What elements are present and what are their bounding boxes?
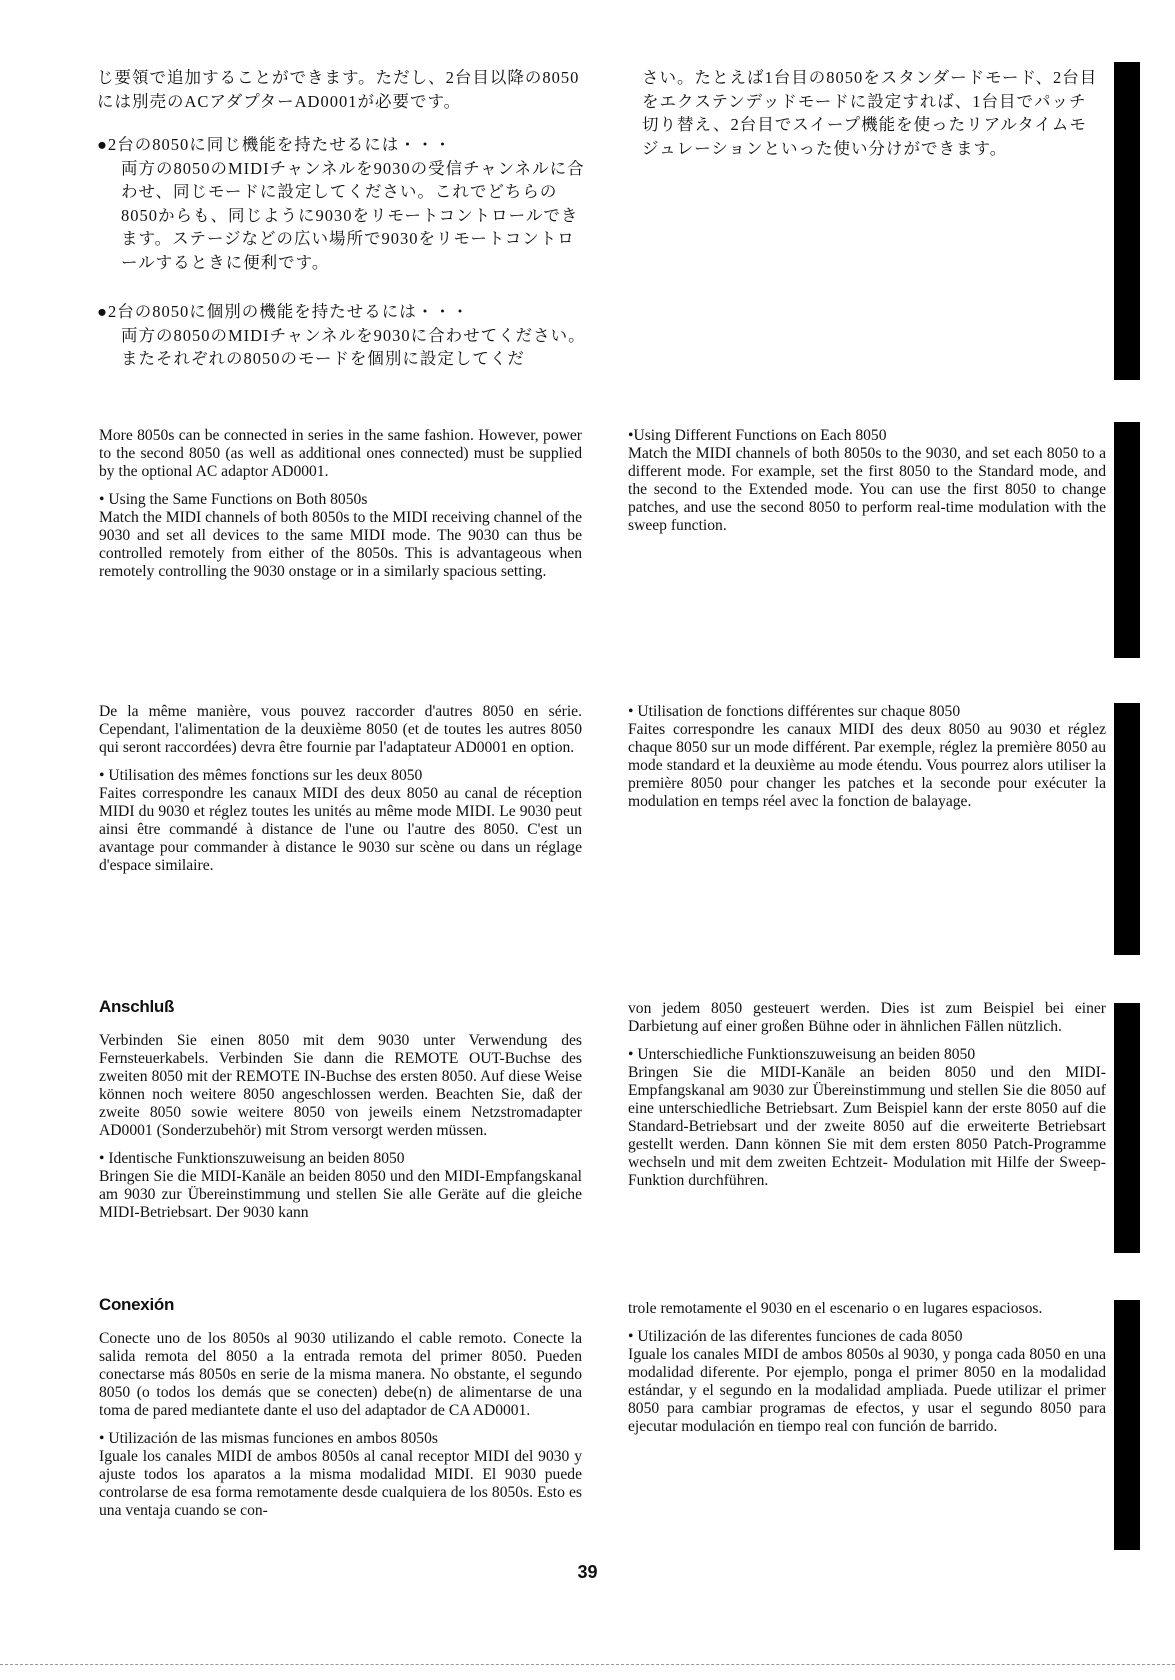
section-marker-bar-fr	[1114, 703, 1140, 955]
de-right-column	[628, 1000, 1106, 1200]
en-left-intro: More 8050s can be connected in series in the same fashion. However, power to the second 8050 (as well as additional ones connected) must be supplied by the optional AC adaptor AD0001.	[99, 427, 582, 480]
fr-left-column	[99, 703, 582, 885]
de-left-column	[99, 998, 582, 1232]
section-marker-bar-en	[1114, 422, 1140, 658]
section-marker-bar-jp	[1114, 62, 1140, 380]
de-section1-title: • Identische Funktionszuweisung an beiden 8050	[99, 1150, 405, 1167]
jp-section1-body	[97, 157, 587, 275]
section-marker-bar-es	[1114, 1300, 1140, 1550]
fr-section2-body: Faites correspondre les canaux MIDI des deux 8050 au 9030 et réglez chaque 8050 sur un mode différent. Par exemple, réglez la première 8050 au mode standard et la deuxième au mode étendu. Vous pourrez alors utiliser la première 8050 pour changer les patches et la seconde pour exécuter la modulation en temps réel avec la fonction de balayage.	[628, 721, 1106, 810]
jp-left-column	[97, 66, 587, 389]
es-right-continuation: trole remotamente el 9030 en el escenario o en lugares espaciosos.	[628, 1300, 1043, 1317]
de-section1-body: Bringen Sie die MIDI-Kanäle an beiden 8050 und den MIDI-Empfangskanal am 9030 zur Übereinstimmung und stellen Sie alle Geräte auf die gleiche MIDI-Betriebsart. Der 9030 kann	[99, 1168, 582, 1221]
jp-section1-title: ●2台の8050に同じ機能を持たせるには・・・	[97, 135, 452, 154]
jp-section2-body	[97, 324, 587, 371]
de-section2-body: Bringen Sie die MIDI-Kanäle an beiden 8050 und den MIDI-Empfangskanal am 9030 zur Übereinstimmung und stellen Sie die 8050 auf eine unterschiedliche Betriebsart. Zum Beispiel kann der erste 8050 auf die Standard-Betriebsart und der zweite 8050 auf die erweiterte Betriebsart gestellt werden. Dann können Sie mit dem ersten 8050 Patch-Programme wechseln und mit dem zweiten Echtzeit- Modulation mit Hilfe der Sweep-Funktion durchführen.	[628, 1064, 1106, 1189]
de-left-intro: Verbinden Sie einen 8050 mit dem 9030 unter Verwendung des Fernsteuerkabels. Verbinden Sie dann die REMOTE OUT-Buchse des zweiten 8050 mit der REMOTE IN-Buchse des ersten 8050. Auf diese Weise können noch weitere 8050 angeschlossen werden. Beachten Sie, daß der zweite 8050 sowie weitere 8050 von jeweils einem Netzstromadapter AD0001 (Sonderzubehör) mit Strom versorgt werden müssen.	[99, 1032, 582, 1139]
es-section1-body: Iguale los canales MIDI de ambos 8050s al canal receptor MIDI del 9030 y ajuste todos los aparatos a la misma modalidad MIDI. El 9030 puede controlarse de esa forma remotamente desde cualquiera de los 8050s. Esto es una ventaja cuando se con-	[99, 1448, 582, 1519]
en-section1-body: Match the MIDI channels of both 8050s to the MIDI receiving channel of the 9030 and set all devices to the same MIDI mode. The 9030 can thus be controlled remotely from either of the 8050s. This is advantageous when remotely controlling the 9030 onstage or in a similarly spacious setting.	[99, 509, 582, 580]
en-left-column	[99, 427, 582, 591]
fr-left-intro: De la même manière, vous pouvez raccorder d'autres 8050 en série. Cependant, l'alimentation de la deuxième 8050 (et de toutes les autres 8050 qui seront raccordées) devra être fournie par l'adaptateur AD0001 en option.	[99, 703, 582, 756]
es-left-intro: Conecte uno de los 8050s al 9030 utilizando el cable remoto. Conecte la salida remota del 8050 a la entrada remota del primer 8050. Pueden conectarse más 8050s en serie de la misma manera. No obstante, el segundo 8050 (o todos los demás que se conecten) debe(n) de alimentarse de una toma de pared mediantete dante el uso del adaptador de CA AD0001.	[99, 1330, 582, 1419]
bottom-cut-line	[0, 1664, 1175, 1665]
en-section2-title: •Using Different Functions on Each 8050	[628, 427, 887, 444]
jp-section2-title: ●2台の8050に個別の機能を持たせるには・・・	[97, 302, 470, 321]
es-left-column	[99, 1296, 582, 1530]
de-section2-title: • Unterschiedliche Funktionszuweisung an beiden 8050	[628, 1046, 976, 1063]
jp-section2-text: 両方の8050のMIDIチャンネルを9030に合わせてください。またそれぞれの8050のモードを個別に設定してくだ	[121, 325, 586, 368]
page-number: 39	[577, 1562, 598, 1582]
fr-section1-body: Faites correspondre les canaux MIDI des deux 8050 au canal de réception MIDI du 9030 et réglez toutes les unités au même mode MIDI. Le 9030 peut ainsi être commandé à distance de l'une ou l'autre des 8050. C'est un avantage pour commander à distance le 9030 sur scène ou dans un réglage d'espace similaire.	[99, 785, 582, 874]
es-section2-body: Iguale los canales MIDI de ambos 8050s al 9030, y ponga cada 8050 en una modalidad diferente. Por ejemplo, ponga el primer 8050 en la modalidad estándar, y el segundo en la modalidad ampliada. Puede utilizar el primer 8050 para cambiar programas de efectos, y usar el segundo 8050 para ejecutar modulación en tiempo real con función de barrido.	[628, 1346, 1106, 1435]
es-section1-title: • Utilización de las mismas funciones en ambos 8050s	[99, 1430, 438, 1447]
es-section2-title: • Utilización de las diferentes funciones de cada 8050	[628, 1328, 963, 1345]
fr-section1-title: • Utilisation des mêmes fonctions sur les deux 8050	[99, 767, 423, 784]
jp-right-column	[642, 66, 1102, 178]
de-heading: Anschluß	[99, 997, 175, 1016]
fr-section2-title: • Utilisation de fonctions différentes sur chaque 8050	[628, 703, 961, 720]
es-right-column	[628, 1300, 1106, 1446]
section-marker-bar-de	[1114, 1003, 1140, 1253]
en-section1-title: • Using the Same Functions on Both 8050s	[99, 491, 368, 508]
en-right-column	[628, 427, 1106, 545]
jp-left-intro: じ要領で追加することができます。ただし、2台目以降の8050には別売のACアダプターAD0001が必要です。	[97, 68, 580, 111]
en-section2-body: Match the MIDI channels of both 8050s to the 9030, and set each 8050 to a different mode. For example, set the first 8050 to the Standard mode, and the second to the Extended mode. You can use the first 8050 to change patches, and use the second 8050 to perform real-time modulation with the sweep function.	[628, 445, 1106, 534]
jp-section1-text: 両方の8050のMIDIチャンネルを9030の受信チャンネルに合わせ、同じモードに設定してください。これでどちらの8050からも、同じように9030をリモートコントロールできます。ステージなどの広い場所で9030をリモートコントロールするときに便利です。	[121, 158, 585, 272]
es-heading: Conexión	[99, 1295, 175, 1314]
jp-right-text: さい。たとえば1台目の8050をスタンダードモード、2台目をエクステンデッドモードに設定すれば、1台目でパッチ切り替え、2台目でスイープ機能を使ったリアルタイムモジュレーションといった使い分けができます。	[642, 68, 1098, 158]
de-right-continuation: von jedem 8050 gesteuert werden. Dies ist zum Beispiel bei einer Darbietung auf einer großen Bühne oder in ähnlichen Fällen nützlich.	[628, 1000, 1106, 1035]
fr-right-column	[628, 703, 1106, 821]
